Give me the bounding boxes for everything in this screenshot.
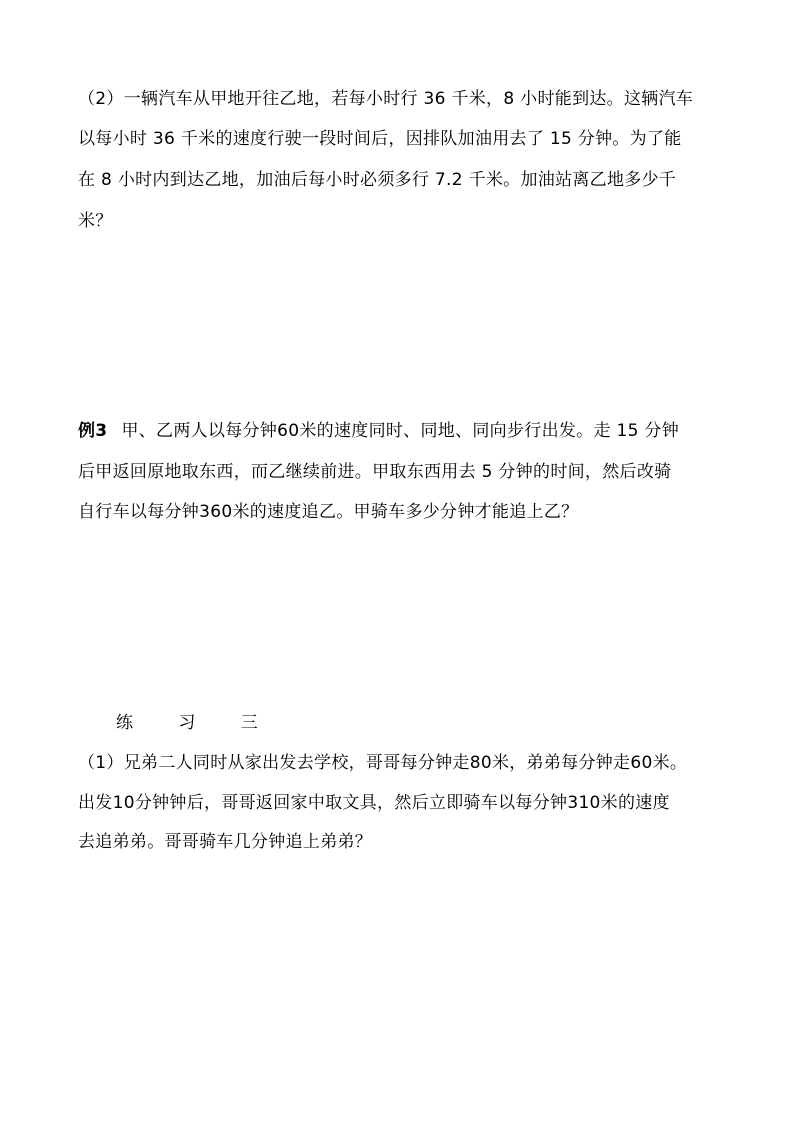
exercise3-line-3: 去追弟弟。哥哥骑车几分钟追上弟弟？	[78, 832, 373, 852]
problem2-line-4: 米？	[78, 211, 113, 231]
exercise3-heading: 练 习 三	[116, 713, 278, 733]
example3-label: 例3	[78, 421, 108, 441]
example3-line-3: 自行车以每分钟360米的速度追乙。甲骑车多少分钟才能追上乙？	[78, 502, 579, 522]
example3-line-1-text: 甲、乙两人以每分钟60米的速度同时、同地、同向步行出发。走 15 分钟	[121, 421, 680, 441]
exercise3-line-1: （1）兄弟二人同时从家出发去学校，哥哥每分钟走80米，弟弟每分钟走60米。	[78, 753, 688, 773]
problem2-line-2: 以每小时 36 千米的速度行驶一段时间后，因排队加油用去了 15 分钟。为了能	[78, 129, 682, 149]
problem2-line-1: （2）一辆汽车从甲地开往乙地，若每小时行 36 千米，8 小时能到达。这辆汽车	[78, 89, 694, 109]
example3-line-1	[78, 420, 728, 442]
problem2-line-3: 在 8 小时内到达乙地，加油后每小时必须多行 7.2 千米。加油站离乙地多少千	[78, 170, 677, 190]
exercise3-line-2: 出发10分钟钟后，哥哥返回家中取文具，然后立即骑车以每分钟310米的速度	[78, 793, 670, 813]
example3-line-2: 后甲返回原地取东西，而乙继续前进。甲取东西用去 5 分钟的时间，然后改骑	[78, 462, 672, 482]
